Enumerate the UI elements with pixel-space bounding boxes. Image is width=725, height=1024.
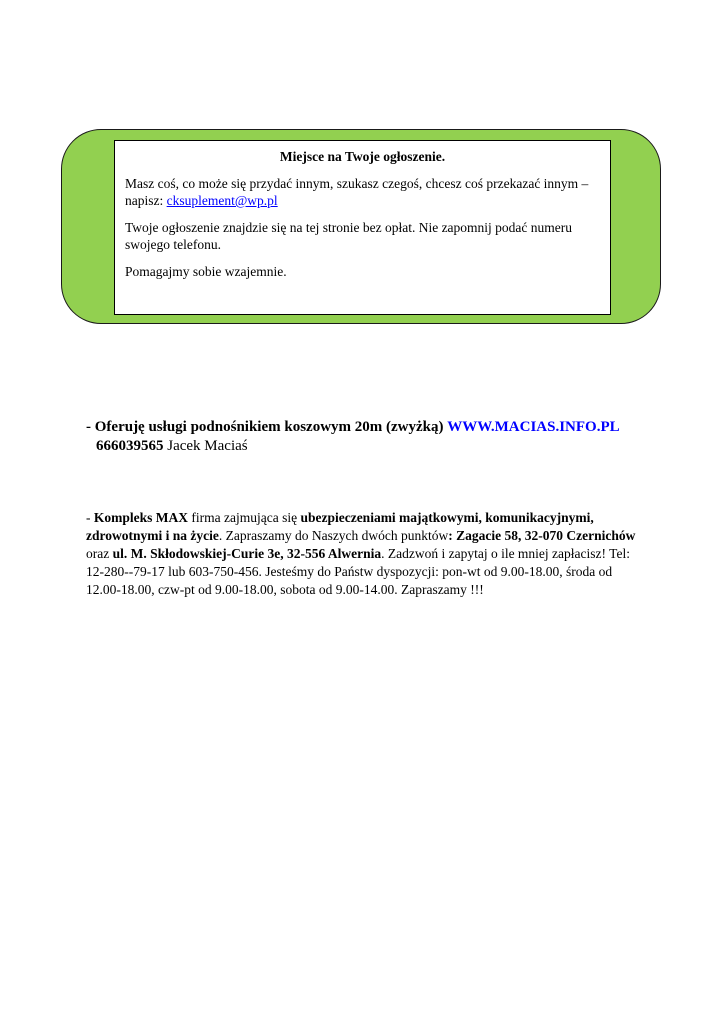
offer-lift-website[interactable]: WWW.MACIAS.INFO.PL <box>447 419 620 435</box>
offer-lift-line-2 <box>86 437 646 456</box>
ad-paragraph-2: Twoje ogłoszenie znajdzie się na tej stronie bez opłat. Nie zapomnij podać numeru swojego telefonu. <box>125 220 573 252</box>
offer-insurance-address-1: : Zagacie 58, 32-070 Czernichów <box>448 528 636 543</box>
offer-insurance-services: ubezpieczeniami majątkowymi, komunikacyjnymi, zdrowotnymi i na życie <box>86 510 594 543</box>
offer-lift-text: - Oferuję usługi podnośnikiem koszowym 20m (zwyżką) <box>86 419 444 435</box>
offer-lift-line-1 <box>86 418 646 437</box>
ad-paragraph-1 <box>125 175 600 209</box>
offer-insurance-t3: firma zajmująca się <box>188 510 301 525</box>
offer-insurance <box>86 509 638 599</box>
offer-insurance-t5: . Zapraszamy do Naszych dwóch punktów <box>218 528 449 543</box>
ad-paragraph-1-text: Masz coś, co może się przydać innym, szukasz czegoś, chcesz coś przekazać innym – napisz: <box>125 176 589 208</box>
offer-insurance-company: Kompleks MAX <box>93 510 188 525</box>
offer-lift-service <box>86 418 646 456</box>
ad-email-link[interactable]: cksuplement@wp.pl <box>166 193 278 208</box>
offer-insurance-address-2: ul. M. Skłodowskiej-Curie 3e, 32-556 Alwernia <box>112 546 382 561</box>
offer-insurance-t7: oraz <box>86 546 113 561</box>
offer-lift-name: Jacek Maciaś <box>167 438 248 454</box>
ad-paragraph-3: Pomagajmy sobie wzajemnie. <box>125 264 287 279</box>
ad-box <box>114 140 611 315</box>
offer-insurance-t1: - <box>86 510 94 525</box>
offer-lift-phone: 666039565 <box>96 438 164 454</box>
offer-insurance-details: . Zadzwoń i zapytaj o ile mniej zapłacisz! Tel: 12-280--79-17 lub 603-750-456. Jesteśmy do Państw dyspozycji: pon-wt od 9.00-18.00, środa od 12.00-18.00, czw-pt od 9.00-18.00, sobota od 9.00-14.00. Zapraszamy !!! <box>86 546 630 597</box>
ad-title: Miejsce na Twoje ogłoszenie. <box>279 149 446 164</box>
